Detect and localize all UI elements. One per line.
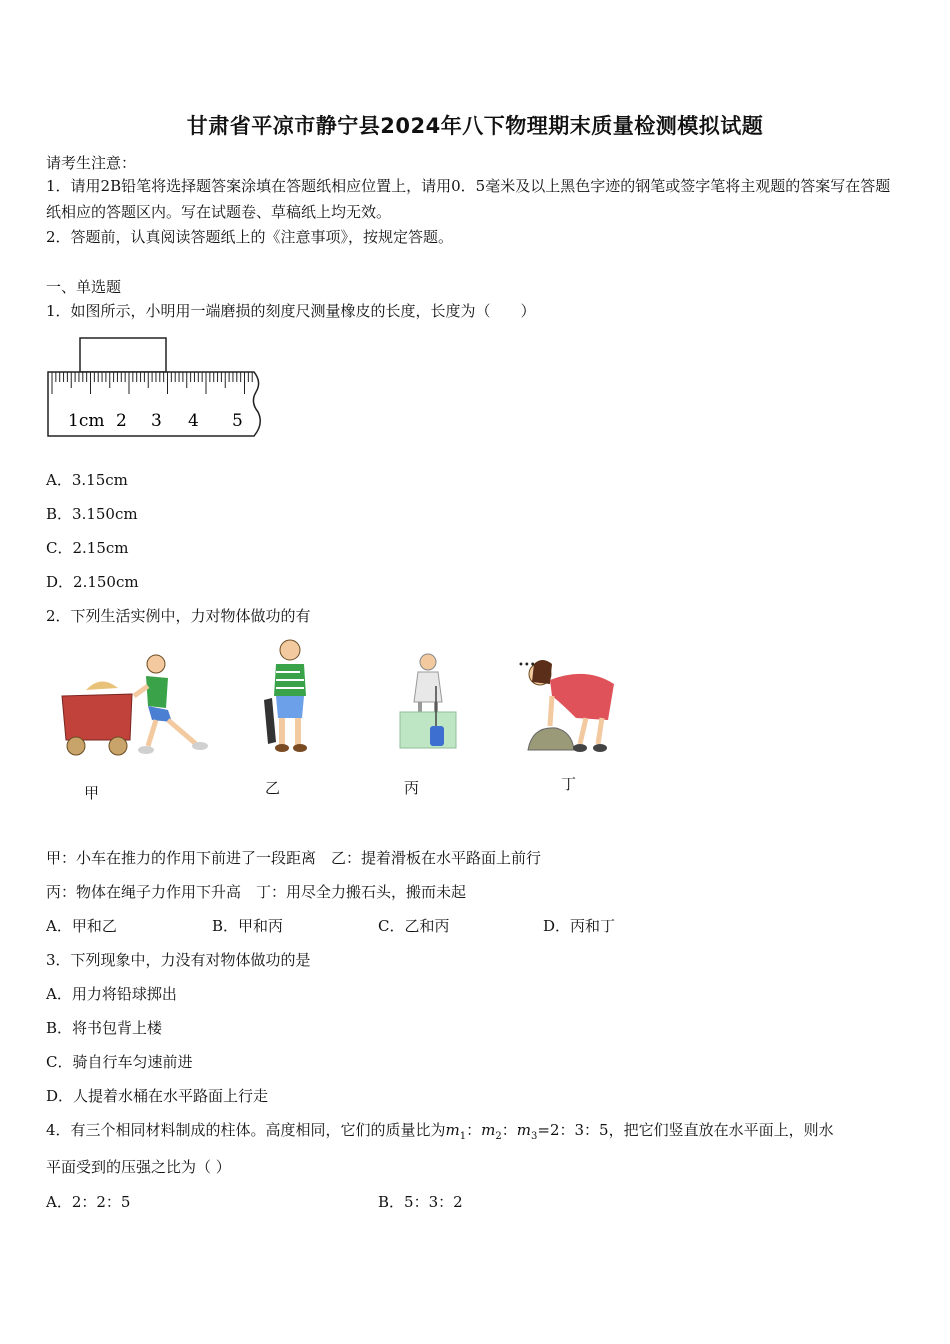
- ruler-figure: [44, 334, 264, 444]
- q4-stem-line-1: 4．有三个相同材料制成的柱体。高度相同，它们的质量比为$m_1$：$m_2$：$m_3=2$：3：5，把它们竖直放在水平面上，则水: [46, 1121, 834, 1142]
- q2-description-1: 甲：小车在推力的作用下前进了一段距离 乙：提着滑板在水平路面上前行: [46, 849, 542, 867]
- ruler-label-5: 5: [232, 411, 243, 431]
- q1-option-c[interactable]: C．2.15cm: [46, 539, 129, 557]
- q3-option-a[interactable]: A．用力将铅球掷出: [46, 985, 177, 1003]
- notice-heading: 请考生注意：: [46, 154, 137, 172]
- q4-mass-2: m: [481, 1121, 496, 1139]
- q4-mass-3: m: [516, 1121, 532, 1139]
- figure-yi-skateboard: [256, 638, 326, 758]
- q4-option-b[interactable]: B．5：3：2: [378, 1193, 463, 1211]
- svg-text:•••: •••: [518, 660, 536, 671]
- q4-ratio: =2：3：5: [537, 1121, 609, 1139]
- q3-option-b[interactable]: B．将书包背上楼: [46, 1019, 163, 1037]
- figure-label-jia: 甲: [84, 784, 100, 802]
- figure-bing-rope-lift: [394, 652, 464, 752]
- q3-stem: 3．下列现象中，力没有对物体做功的是: [46, 951, 311, 969]
- page-title: 甘肃省平凉市静宁县2024年八下物理期末质量检测模拟试题: [186, 114, 764, 138]
- notice-item-2: 2．答题前，认真阅读答题纸上的《注意事项》，按规定答题。: [46, 228, 454, 246]
- q1-stem: 1．如图所示，小明用一端磨损的刻度尺测量橡皮的长度，长度为（ ）: [46, 302, 536, 320]
- q4-stem-pre: 4．有三个相同材料制成的柱体。高度相同，它们的质量比为: [46, 1121, 446, 1139]
- figure-label-bing: 丙: [404, 779, 420, 797]
- eraser: [80, 338, 166, 372]
- q1-option-b[interactable]: B．3.150cm: [46, 505, 138, 523]
- q2-option-d[interactable]: D．丙和丁: [543, 917, 616, 935]
- ruler-label-4: 4: [188, 411, 199, 431]
- figure-label-yi: 乙: [265, 779, 281, 797]
- figure-label-ding: 丁: [561, 775, 577, 793]
- figure-ding-stone: [516, 656, 626, 756]
- q1-option-d[interactable]: D．2.150cm: [46, 573, 139, 591]
- notice-item-1: 1．请用2B铅笔将选择题答案涂填在答题纸相应位置上，请用0．5毫米及以上黑色字迹的钢笔或签字笔将主观题的答案写在答题纸相应的答题区内。写在试题卷、草稿纸上均无效。: [46, 177, 891, 221]
- section-heading: 一、单选题: [46, 278, 122, 296]
- q4-option-a[interactable]: A．2：2：5: [46, 1193, 131, 1211]
- ruler-label-3: 3: [151, 411, 162, 431]
- q2-option-c[interactable]: C．乙和丙: [378, 917, 450, 935]
- q3-option-c[interactable]: C．骑自行车匀速前进: [46, 1053, 193, 1071]
- q4-mass-1: m: [445, 1121, 460, 1139]
- ruler-label-2: 2: [116, 411, 127, 431]
- q2-option-a[interactable]: A．甲和乙: [46, 917, 117, 935]
- q2-description-2: 丙：物体在绳子力作用下升高 丁：用尽全力搬石头，搬而未起: [46, 883, 467, 901]
- q4-stem-post: ，把它们竖直放在水平面上，则水: [608, 1121, 834, 1139]
- q2-stem: 2．下列生活实例中，力对物体做功的有: [46, 607, 311, 625]
- q4-stem-line-2: 平面受到的压强之比为（ ）: [46, 1158, 231, 1176]
- q2-option-b[interactable]: B．甲和丙: [212, 917, 284, 935]
- figure-jia-cart-push: [56, 652, 216, 762]
- q1-option-a[interactable]: A．3.15cm: [46, 471, 128, 489]
- q3-option-d[interactable]: D．人提着水桶在水平路面上行走: [46, 1087, 269, 1105]
- ruler-label-1: 1cm: [68, 411, 105, 431]
